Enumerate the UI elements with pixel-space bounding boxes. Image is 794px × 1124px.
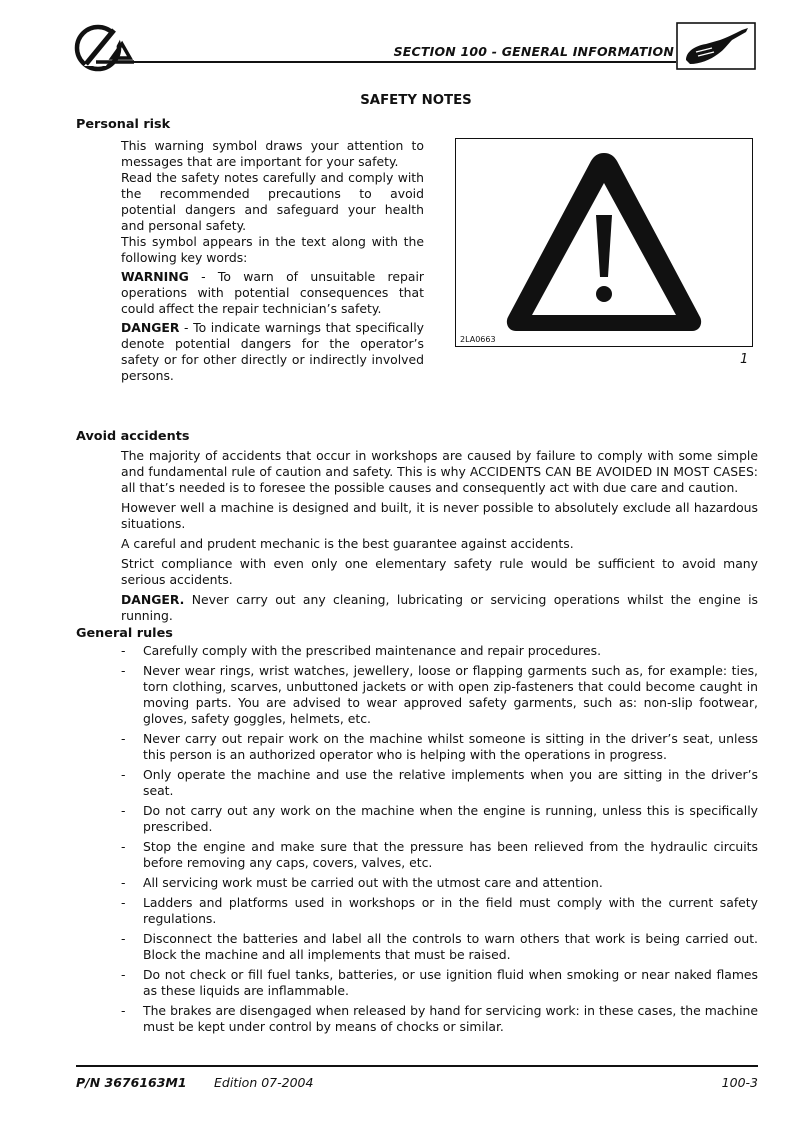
- rule-text: The brakes are disengaged when released by hand for servicing work: in these cases, the machine must be kept under control by means of chocks or similar.: [143, 1003, 758, 1034]
- list-item: [121, 931, 758, 963]
- avoid-accidents-p3: A careful and prudent mechanic is the best guarantee against accidents.: [121, 536, 574, 551]
- personal-risk-p3: This symbol appears in the text along with the following key words:: [121, 234, 424, 265]
- avoid-accidents-p4: Strict compliance with even only one elementary safety rule would be sufficient to avoid many serious accidents.: [121, 556, 758, 587]
- personal-risk-heading: Personal risk: [76, 117, 171, 132]
- personal-risk-p1: This warning symbol draws your attention to messages that are important for your safety.: [121, 138, 424, 169]
- rule-text: Never carry out repair work on the machine whilst someone is sitting in the driver’s seat, unless this person is an authorized operator who is helping with the operations in progress.: [143, 731, 758, 762]
- page-title: SAFETY NOTES: [360, 93, 472, 108]
- list-item: [121, 643, 758, 659]
- rule-text: All servicing work must be carried out with the utmost care and attention.: [143, 875, 603, 890]
- avoid-accidents-danger: [121, 592, 758, 624]
- rule-text: Do not carry out any work on the machine when the engine is running, unless this is specifically prescribed.: [143, 803, 758, 834]
- list-item: [121, 767, 758, 799]
- warning-figure-frame: [455, 138, 753, 347]
- page-number: 100-3: [721, 1075, 758, 1090]
- list-bullet: -: [121, 875, 126, 890]
- rule-text: Do not check or fill fuel tanks, batteries, or use ignition fluid when smoking or near naked flames as these liquids are inflammable.: [143, 967, 758, 998]
- brand-logo: [72, 22, 138, 74]
- danger-note: [121, 320, 424, 384]
- avoid-accidents-p1: The majority of accidents that occur in workshops are caused by failure to comply with some simple and fundamental rule of caution and safety. This is why ACCIDENTS CAN BE AVOIDED IN MOST CASES: all that’s needed is to foresee the possible causes and consequently act with due care and caution.: [121, 448, 758, 495]
- general-rules-list: [121, 643, 758, 1039]
- warning-text: - To warn of unsuitable repair operations with potential consequences that could affect the repair technician’s safety.: [121, 269, 424, 316]
- list-item: [121, 839, 758, 871]
- edition: Edition 07-2004: [214, 1075, 314, 1090]
- list-item: [121, 875, 758, 891]
- avoid-accidents-danger-text: Never carry out any cleaning, lubricating or servicing operations whilst the engine is running.: [121, 592, 758, 623]
- list-bullet: -: [121, 731, 126, 746]
- personal-risk-text: [121, 138, 424, 384]
- danger-keyword: DANGER: [121, 320, 180, 335]
- avoid-accidents-heading: Avoid accidents: [76, 429, 190, 444]
- list-bullet: -: [121, 839, 126, 854]
- avoid-accidents-text: [121, 448, 758, 628]
- general-rules-heading: General rules: [76, 626, 173, 641]
- danger-text: - To indicate warnings that specifically denote potential dangers for the operator’s safety or for other directly or indirectly involved persons.: [121, 320, 424, 383]
- warning-triangle-icon: [456, 139, 752, 346]
- danger-keyword-2: DANGER.: [121, 592, 185, 607]
- list-bullet: -: [121, 967, 126, 982]
- rule-text: Stop the engine and make sure that the pressure has been relieved from the hydraulic circuits before removing any caps, covers, valves, etc.: [143, 839, 758, 870]
- list-item: [121, 1003, 758, 1035]
- personal-risk-p2: Read the safety notes carefully and comply with the recommended precautions to avoid potential dangers and safeguard your health and personal safety.: [121, 170, 424, 233]
- list-bullet: -: [121, 1003, 126, 1018]
- pointing-hand-icon: [676, 22, 756, 70]
- warning-note: [121, 269, 424, 317]
- list-bullet: -: [121, 767, 126, 782]
- list-item: [121, 895, 758, 927]
- list-bullet: -: [121, 663, 126, 678]
- list-bullet: -: [121, 931, 126, 946]
- footer-rule: [76, 1065, 758, 1067]
- list-item: [121, 967, 758, 999]
- list-item: [121, 663, 758, 727]
- part-number: P/N 3676163M1: [76, 1075, 187, 1090]
- list-bullet: -: [121, 803, 126, 818]
- section-title: SECTION 100 - GENERAL INFORMATION: [393, 44, 674, 59]
- rule-text: Ladders and platforms used in workshops or in the field must comply with the current safety regulations.: [143, 895, 758, 926]
- rule-text: Disconnect the batteries and label all the controls to warn others that work is being carried out. Block the machine and all implements that must be raised.: [143, 931, 758, 962]
- header-rule: [128, 61, 676, 63]
- list-item: [121, 803, 758, 835]
- avoid-accidents-p2: However well a machine is designed and built, it is never possible to absolutely exclude all hazardous situations.: [121, 500, 758, 531]
- figure-code: 2LA0663: [460, 335, 496, 344]
- rule-text: Never wear rings, wrist watches, jewellery, loose or flapping garments such as, for example: ties, torn clothing, scarves, unbuttoned jackets or with open zip-fasteners that could become caught in moving parts. You are advised to wear approved safety garments, such as: non-slip footwear, gloves, safety goggles, helmets, etc.: [143, 663, 758, 726]
- warning-keyword: WARNING: [121, 269, 189, 284]
- list-bullet: -: [121, 895, 126, 910]
- figure-number: 1: [740, 352, 749, 367]
- rule-text: Carefully comply with the prescribed maintenance and repair procedures.: [143, 643, 602, 658]
- rule-text: Only operate the machine and use the relative implements when you are sitting in the driver’s seat.: [143, 767, 758, 798]
- list-item: [121, 731, 758, 763]
- list-bullet: -: [121, 643, 126, 658]
